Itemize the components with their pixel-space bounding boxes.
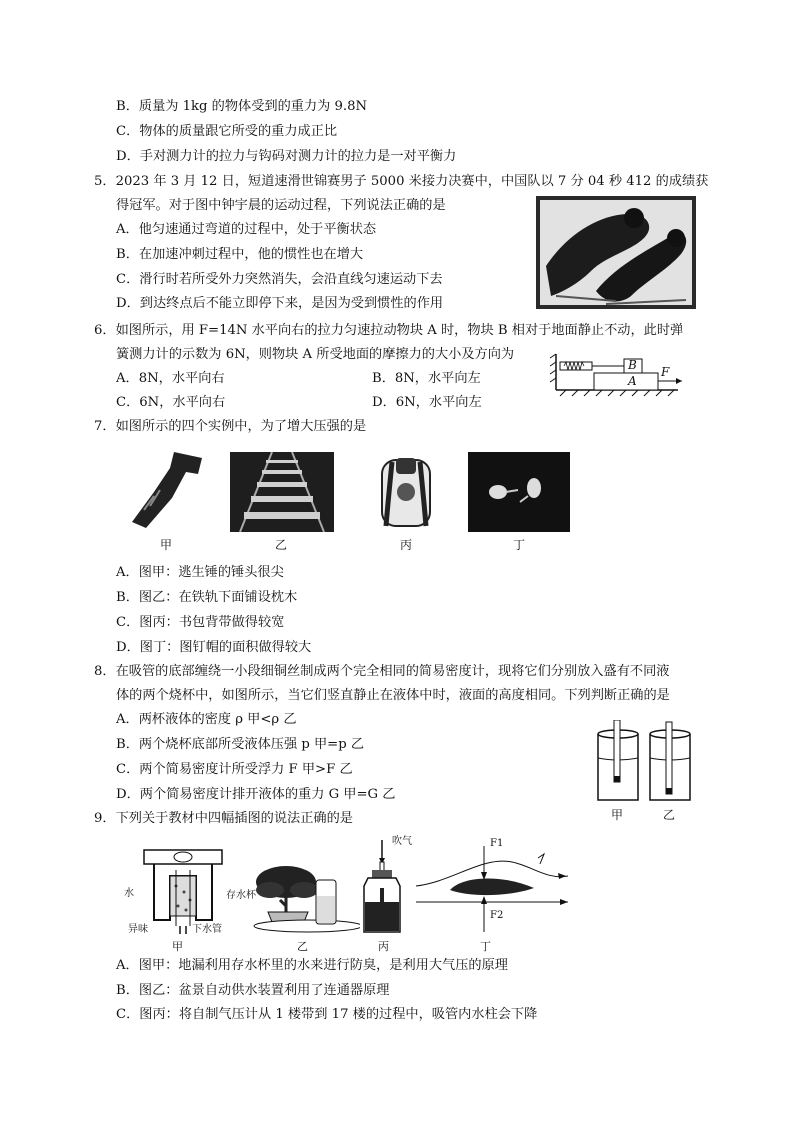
homemade-barometer-diagram (358, 838, 408, 936)
q5-option-c: C．滑行时若所受外力突然消失，会沿直线匀速运动下去 (116, 272, 443, 287)
q4-option-b: B．质量为 1kg 的物体受到的重力为 9.8N (116, 99, 368, 114)
q8-stem-line1: 8．在吸管的底部缠绕一小段细铜丝制成两个完全相同的简易密度计，现将它们分别放入盛有不同液 (94, 664, 670, 679)
q8-option-c: C．两个简易密度计所受浮力 F 甲>F 乙 (116, 762, 353, 777)
q7-option-d: D．图丁：图钉帽的面积做得较大 (116, 640, 312, 655)
label-blow-air: 吹气 (392, 836, 412, 847)
q7-option-a: A．图甲：逃生锤的锤头很尖 (116, 565, 284, 580)
q5-option-b: B．在加速冲刺过程中，他的惯性也在增大 (116, 247, 364, 262)
label-drain-pipe: 下水管 (192, 924, 222, 935)
q4-option-d: D．手对测力计的拉力与钩码对测力计的拉力是一对平衡力 (116, 149, 457, 164)
bonsai-water-supply-diagram (250, 860, 360, 936)
q8-caption-jia: 甲 (611, 808, 624, 822)
q8-option-b: B．两个烧杯底部所受液体压强 p 甲=p 乙 (116, 737, 365, 752)
q5-option-d: D．到达终点后不能立即停下来，是因为受到惯性的作用 (116, 296, 444, 311)
q6-stem-line1: 6．如图所示，用 F=14N 水平向右的拉力匀速拉动物块 A 时，物块 B 相对于地面静止不动，此时弹 (94, 323, 684, 338)
q6-stem-line2: 簧测力计的示数为 6N，则物块 A 所受地面的摩擦力的大小及方向为 (116, 347, 515, 362)
escape-hammer-image (124, 450, 209, 532)
q7-option-c: C．图丙：书包背带做得较宽 (116, 615, 285, 630)
q7-option-b: B．图乙：在铁轨下面铺设枕木 (116, 590, 298, 605)
q9-option-b: B．图乙：盆景自动供水装置利用了连通器原理 (116, 983, 390, 998)
force-f1-label: F1 (490, 838, 504, 849)
force-f2-label: F2 (490, 910, 504, 921)
q6-option-c: C．6N，水平向右 (116, 395, 226, 410)
q4-option-c: C．物体的质量跟它所受的重力成正比 (116, 124, 338, 139)
block-a-label: A (628, 374, 637, 388)
block-b-label: B (628, 358, 637, 372)
q7-caption-ding: 丁 (513, 538, 526, 552)
skaters-photo (536, 196, 696, 309)
label-water: 水 (124, 888, 134, 899)
q9-caption-bing: 丙 (378, 940, 389, 953)
q9-stem: 9．下列关于教材中四幅插图的说法正确的是 (94, 811, 353, 826)
railway-track-image (230, 452, 334, 532)
beakers-densimeter-diagram (592, 720, 702, 806)
q6-option-d: D．6N，水平向左 (372, 395, 482, 410)
q5-option-a: A．他匀速通过弯道的过程中，处于平衡状态 (116, 222, 377, 237)
backpack-image (370, 452, 442, 532)
q7-caption-yi: 乙 (275, 538, 288, 552)
q9-caption-yi: 乙 (297, 940, 308, 953)
thumbtack-image (468, 452, 570, 532)
label-water-cup: 存水杯 (226, 890, 256, 901)
label-odor: 异味 (128, 924, 148, 935)
force-f-label: F (661, 365, 670, 379)
q8-caption-yi: 乙 (663, 808, 676, 822)
q8-option-d: D．两个简易密度计排开液体的重力 G 甲=G 乙 (116, 787, 396, 802)
airfoil-lift-diagram (412, 836, 572, 936)
q8-stem-line2: 体的两个烧杯中，如图所示，当它们竖直静止在液体中时，液面的高度相同。下列判断正确的是 (116, 688, 670, 703)
q9-option-a: A．图甲：地漏利用存水杯里的水来进行防臭，是利用大气压的原理 (116, 958, 508, 973)
q6-option-b: B．8N，水平向左 (372, 371, 481, 386)
q6-option-a: A．8N，水平向右 (116, 371, 225, 386)
q9-caption-jia: 甲 (172, 940, 183, 953)
q5-stem-line2: 得冠军。对于图中钟宇晨的运动过程，下列说法正确的是 (116, 198, 446, 213)
q7-stem: 7．如图所示的四个实例中，为了增大压强的是 (94, 419, 367, 434)
q9-caption-ding: 丁 (480, 940, 491, 953)
q7-caption-jia: 甲 (160, 538, 173, 552)
q5-stem-line1: 5．2023 年 3 月 12 日，短道速滑世锦赛男子 5000 米接力决赛中，中国队以 7 分 04 秒 412 的成绩获 (94, 174, 709, 189)
q7-caption-bing: 丙 (400, 538, 413, 552)
q9-option-c: C．图丙：将自制气压计从 1 楼带到 17 楼的过程中，吸管内水柱会下降 (116, 1007, 538, 1022)
q8-option-a: A．两杯液体的密度 ρ 甲<ρ 乙 (116, 712, 297, 727)
